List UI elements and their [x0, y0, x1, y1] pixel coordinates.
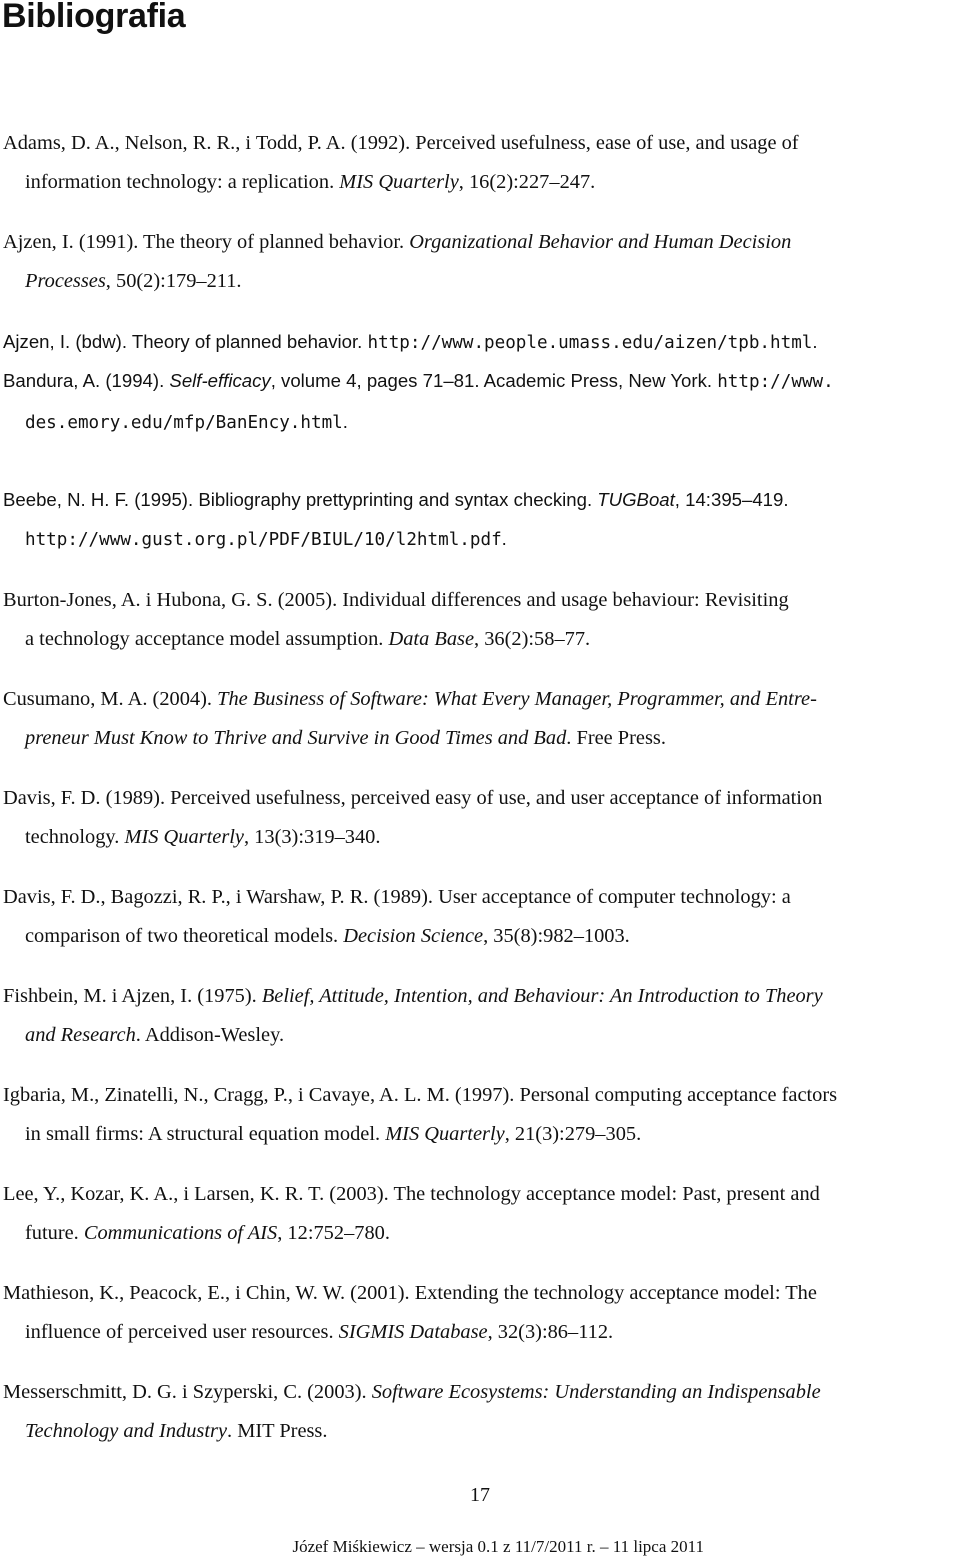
bibliography-entry: [3, 1373, 958, 1451]
entry-continuation: and Research. Addison-Wesley.: [25, 1024, 285, 1046]
entry-continuation: future. Communications of AIS, 12:752–780.: [25, 1222, 390, 1244]
url-link[interactable]: http://www.: [717, 372, 834, 392]
entry-text: Adams, D. A., Nelson, R. R., i Todd, P. A. (1992). Perceived usefulness, ease of use, and usage of: [3, 132, 799, 154]
book-title: Belief, Attitude, Intention, and Behaviour: An Introduction to Theory: [261, 985, 823, 1007]
entry-continuation: preneur Must Know to Thrive and Survive in Good Times and Bad. Free Press.: [25, 727, 666, 749]
entry-text: Lee, Y., Kozar, K. A., i Larsen, K. R. T. (2003). The technology acceptance model: Past, present and: [3, 1183, 820, 1205]
bibliography-entry: [3, 977, 958, 1055]
entry-continuation: a technology acceptance model assumption. Data Base, 36(2):58–77.: [25, 628, 591, 650]
journal-title: MIS Quarterly: [385, 1123, 505, 1145]
journal-title: MIS Quarterly: [339, 171, 459, 193]
url-link[interactable]: des.emory.edu/mfp/BanEncy.html: [25, 413, 343, 433]
entry-text: Davis, F. D., Bagozzi, R. P., i Warshaw, P. R. (1989). User acceptance of computer technology: a: [3, 886, 791, 908]
bibliography-entry: [3, 1274, 958, 1352]
entry-text: Burton-Jones, A. i Hubona, G. S. (2005). Individual differences and usage behaviour: Revisiting: [3, 589, 789, 611]
bibliography-entry: [3, 1175, 958, 1253]
entry-continuation: Processes, 50(2):179–211.: [25, 270, 242, 292]
entry-text: Bandura, A. (1994).: [3, 370, 170, 391]
url-link[interactable]: http://www.people.umass.edu/aizen/tpb.html: [367, 333, 813, 353]
bibliography-entry: [3, 779, 958, 857]
entry-continuation: technology. MIS Quarterly, 13(3):319–340.: [25, 826, 381, 848]
book-title: preneur Must Know to Thrive and Survive in Good Times and Bad: [25, 727, 567, 749]
entry-text: Davis, F. D. (1989). Perceived usefulness, perceived easy of use, and user acceptance of information: [3, 787, 823, 809]
journal-title: Processes: [25, 270, 106, 292]
entry-continuation: comparison of two theoretical models. Decision Science, 35(8):982–1003.: [25, 925, 630, 947]
book-title: Software Ecosystems: Understanding an Indispensable: [371, 1381, 821, 1403]
entry-continuation: influence of perceived user resources. SIGMIS Database, 32(3):86–112.: [25, 1321, 614, 1343]
entry-text: Ajzen, I. (bdw). Theory of planned behavior.: [3, 331, 368, 352]
journal-title: Communications of AIS: [83, 1222, 278, 1244]
bibliography-entry: [3, 1076, 958, 1154]
journal-title: TUGBoat: [597, 489, 675, 510]
journal-title: Decision Science: [343, 925, 484, 947]
entry-continuation: http://www.gust.org.pl/PDF/BIUL/10/l2html.pdf.: [25, 528, 507, 550]
section-heading: Bibliografia: [2, 0, 186, 35]
page-footer: Józef Miśkiewicz – wersja 0.1 z 11/7/2011 r. – 11 lipca 2011: [292, 1537, 704, 1556]
entry-text: Beebe, N. H. F. (1995). Bibliography prettyprinting and syntax checking.: [3, 489, 598, 510]
bibliography-entry: [3, 878, 958, 956]
bibliography-entry: Ajzen, I. (bdw). Theory of planned behavior. http://www.people.umass.edu/aizen/tpb.html.: [3, 331, 818, 353]
book-title: Self-efficacy: [169, 370, 271, 391]
book-title: Technology and Industry: [25, 1420, 228, 1442]
journal-title: Organizational Behavior and Human Decision: [409, 231, 792, 253]
book-title: and Research: [25, 1024, 136, 1046]
journal-title: Data Base: [388, 628, 475, 650]
journal-title: MIS Quarterly: [124, 826, 244, 848]
bibliography-entry: [3, 223, 958, 301]
entry-continuation: des.emory.edu/mfp/BanEncy.html.: [25, 411, 348, 433]
entry-text: Mathieson, K., Peacock, E., i Chin, W. W. (2001). Extending the technology acceptance model: The: [3, 1282, 817, 1304]
entry-text: Cusumano, M. A. (2004).: [3, 688, 218, 710]
entry-continuation: information technology: a replication. MIS Quarterly, 16(2):227–247.: [25, 171, 596, 193]
entry-text: Igbaria, M., Zinatelli, N., Cragg, P., i Cavaye, A. L. M. (1997). Personal computing acceptance factors: [3, 1084, 838, 1106]
bibliography-entry: [3, 581, 958, 659]
bibliography-entry: [3, 124, 958, 202]
bibliography-entry: Beebe, N. H. F. (1995). Bibliography prettyprinting and syntax checking. TUGBoat, 14:395–419. http://www.gust.org.pl/PDF/BIUL/10/l2html.pdf.: [3, 480, 958, 560]
bibliography-entry: Bandura, A. (1994). Self-efficacy, volume 4, pages 71–81. Academic Press, New York. http://www. des.emory.edu/mfp/BanEncy.html.: [3, 361, 958, 443]
bibliography-entry: [3, 680, 958, 758]
journal-title: SIGMIS Database: [338, 1321, 488, 1343]
url-link[interactable]: http://www.gust.org.pl/PDF/BIUL/10/l2html.pdf: [25, 530, 502, 550]
entry-text: Fishbein, M. i Ajzen, I. (1975).: [3, 985, 262, 1007]
entry-continuation: Technology and Industry. MIT Press.: [25, 1420, 328, 1442]
entry-text: Messerschmitt, D. G. i Szyperski, C. (2003).: [3, 1381, 372, 1403]
entry-text: Ajzen, I. (1991). The theory of planned behavior.: [3, 231, 410, 253]
book-title: The Business of Software: What Every Manager, Programmer, and Entre-: [217, 688, 817, 710]
entry-continuation: in small firms: A structural equation model. MIS Quarterly, 21(3):279–305.: [25, 1123, 642, 1145]
page-number: 17: [470, 1484, 490, 1506]
